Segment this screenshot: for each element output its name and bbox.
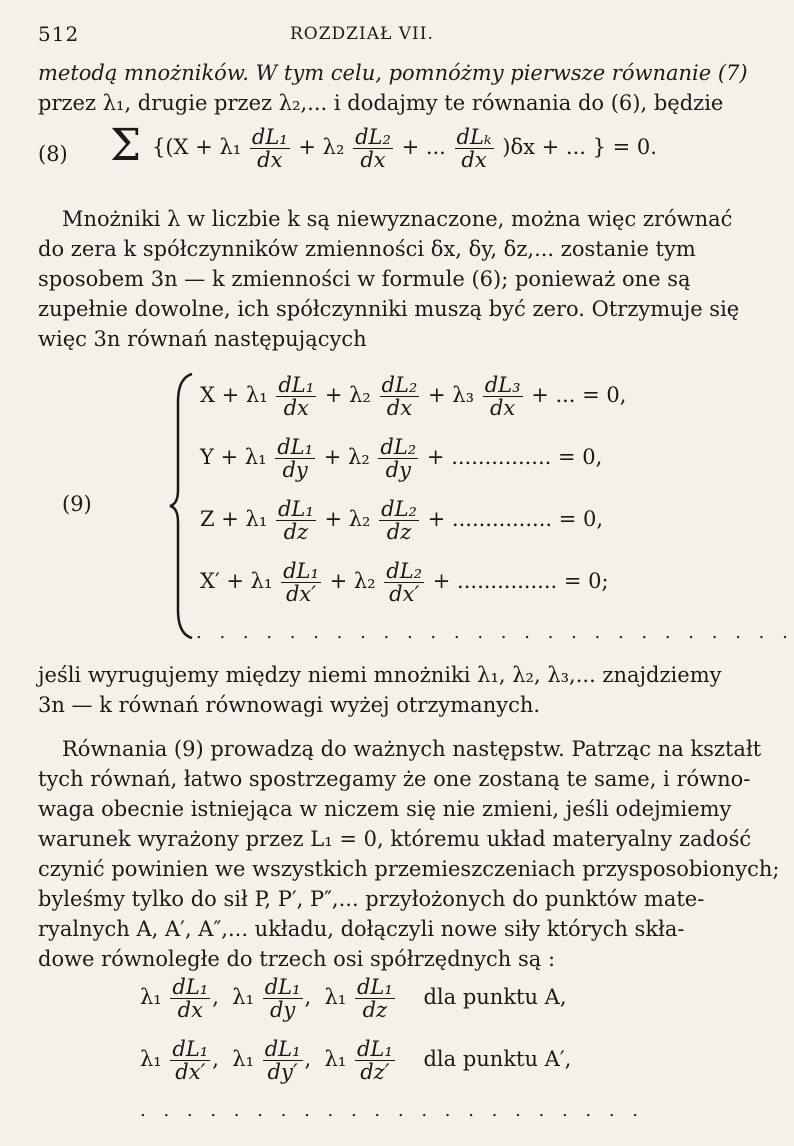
- paragraph-line: tych równań, łatwo spostrzegamy że one zostaną te same, i równo-: [38, 767, 751, 791]
- paragraph-line: 3n — k równań równowagi wyżej otrzymanych.: [38, 693, 541, 717]
- paragraph-line: więc 3n równań następujących: [38, 327, 367, 351]
- paragraph-line: sposobem 3n — k zmienności w formule (6); ponieważ one są: [38, 267, 691, 291]
- eq-term: λ₁: [140, 1047, 162, 1071]
- paragraph-line: jeśli wyrugujemy między niemi mnożniki λ₁, λ₂, λ₃,... znajdziemy: [38, 663, 722, 687]
- ellipsis-row: . . . . . . . . . . . . . . . . . . . . . . . . . .: [196, 622, 794, 643]
- paragraph-line: przez λ₁, drugie przez λ₂,... i dodajmy te równania do (6), będzie: [38, 91, 724, 115]
- paragraph-line: warunek wyrażony przez L₁ = 0, któremu układ materyalny zadość: [38, 827, 752, 851]
- fraction: $\frac{\text{dL₁}}{dx}$: [172, 975, 209, 1022]
- eq-term: + λ₂: [298, 135, 345, 159]
- fraction: $\frac{\text{dL₃}}{dx}$: [484, 373, 521, 420]
- equation-label: (8): [38, 142, 68, 166]
- paragraph-line: Równania (9) prowadzą do ważnych następstw. Patrząc na kształt: [62, 737, 762, 761]
- eq-term: + ............... = 0,: [427, 507, 604, 531]
- fraction: $\frac{\text{dL₁}}{dx'}$: [172, 1037, 209, 1084]
- paragraph-line: ryalnych A, A′, A″,... układu, dołączyli nowe siły których skła-: [38, 917, 685, 941]
- left-brace: [168, 372, 198, 640]
- force-components-row: λ₁ $\frac{\text{dL₁}}{dx'}$ , λ₁ $\frac{\text{dL₁}}{dy'}$ , λ₁ $\frac{\text{dL₁}}{dz'}$ dla punktu A′,: [140, 1037, 572, 1084]
- ellipsis-row: . . . . . . . . . . . . . . . . . . . . . .: [140, 1100, 645, 1121]
- eq-term: )δx + ... } = 0.: [502, 135, 657, 159]
- fraction: $\frac{\text{dL₁}}{dz}$: [356, 975, 393, 1022]
- eq-term: λ₁: [324, 985, 347, 1009]
- equation-row: [200, 436, 602, 481]
- eq-term: + λ₂: [324, 383, 371, 407]
- eq-term: + ............... = 0,: [426, 445, 603, 469]
- fraction: $\frac{\text{dL₁}}{dz}$: [277, 497, 314, 544]
- paragraph-line: Mnożniki λ w liczbie k są niewyznaczone, można więc zrównać: [62, 207, 733, 231]
- fraction: $\frac{\text{dL₂}}{dx}$: [355, 125, 391, 172]
- paragraph-line: zupełnie dowolne, ich spółczynniki muszą być zero. Otrzymuje się: [38, 297, 740, 321]
- fraction: $\frac{\text{dL₁}}{dx'}$: [283, 559, 319, 606]
- equation-row: [200, 374, 626, 419]
- eq-term: + λ₂: [329, 569, 376, 593]
- eq-term: + ...: [401, 135, 446, 159]
- eq-term: + λ₂: [323, 445, 370, 469]
- fraction: $\frac{\text{dLₖ}}{dx}$: [456, 125, 492, 172]
- eq-term: λ₁: [324, 1047, 347, 1071]
- fraction: $\frac{\text{dL₁}}{dz'}$: [356, 1037, 393, 1084]
- paragraph-line: do zera k spółczynników zmienności δx, δy, δz,... zostanie tym: [38, 237, 696, 261]
- paragraph-line: waga obecnie istniejąca w niczem się nie zmieni, jeśli odejmiemy: [38, 797, 732, 821]
- eq-term: Z + λ₁: [200, 507, 268, 531]
- equation-8: [152, 126, 657, 171]
- eq-term: + ............... = 0;: [432, 569, 609, 593]
- paragraph-line: dowe równoległe do trzech osi spółrzędnych są :: [38, 947, 556, 971]
- eq-term: X′ + λ₁: [200, 569, 273, 593]
- fraction: $\frac{\text{dL₂}}{dx}$: [381, 373, 418, 420]
- paragraph-line: czynić powinien we wszystkich przemieszczeniach przysposobionych;: [38, 857, 780, 881]
- eq-term: λ₁: [232, 985, 254, 1009]
- eq-term: + ... = 0,: [531, 383, 627, 407]
- running-title: ROZDZIAŁ VII.: [290, 24, 434, 44]
- eq-term: λ₁: [140, 985, 162, 1009]
- point-label: dla punktu A,: [423, 985, 567, 1009]
- force-components-row: λ₁ $\frac{\text{dL₁}}{dx}$ , λ₁ $\frac{\text{dL₁}}{dy}$ , λ₁ $\frac{\text{dL₁}}{dz}$ dla punktu A,: [140, 975, 567, 1022]
- eq-term: {(X + λ₁: [152, 135, 242, 159]
- paragraph-line: metodą mnożników. W tym celu, pomnóżmy pierwsze równanie (7): [38, 61, 748, 85]
- sum-symbol: Σ: [110, 120, 142, 171]
- eq-term: X + λ₁: [200, 383, 268, 407]
- paragraph-line: byleśmy tylko do sił P, P′, P″,... przyłożonych do punktów mate-: [38, 887, 705, 911]
- equation-row: [200, 560, 609, 605]
- fraction: $\frac{\text{dL₁}}{dy}$: [264, 975, 301, 1022]
- page-number: 512: [38, 22, 80, 46]
- fraction: $\frac{\text{dL₁}}{dx}$: [278, 373, 315, 420]
- equation-label: (9): [62, 492, 92, 516]
- fraction: $\frac{\text{dL₂}}{dz}$: [381, 497, 417, 544]
- eq-term: + λ₃: [428, 383, 474, 407]
- eq-term: + λ₂: [324, 507, 371, 531]
- fraction: $\frac{\text{dL₁}}{dx}$: [251, 125, 288, 172]
- equation-row: [200, 498, 603, 543]
- fraction: $\frac{\text{dL₂}}{dx'}$: [386, 559, 423, 606]
- point-label: dla punktu A′,: [423, 1047, 572, 1071]
- fraction: $\frac{\text{dL₁}}{dy'}$: [264, 1037, 301, 1084]
- eq-term: λ₁: [232, 1047, 254, 1071]
- fraction: $\frac{\text{dL₁}}{dy}$: [277, 435, 314, 482]
- eq-term: Y + λ₁: [200, 445, 267, 469]
- fraction: $\frac{\text{dL₂}}{dy}$: [380, 435, 417, 482]
